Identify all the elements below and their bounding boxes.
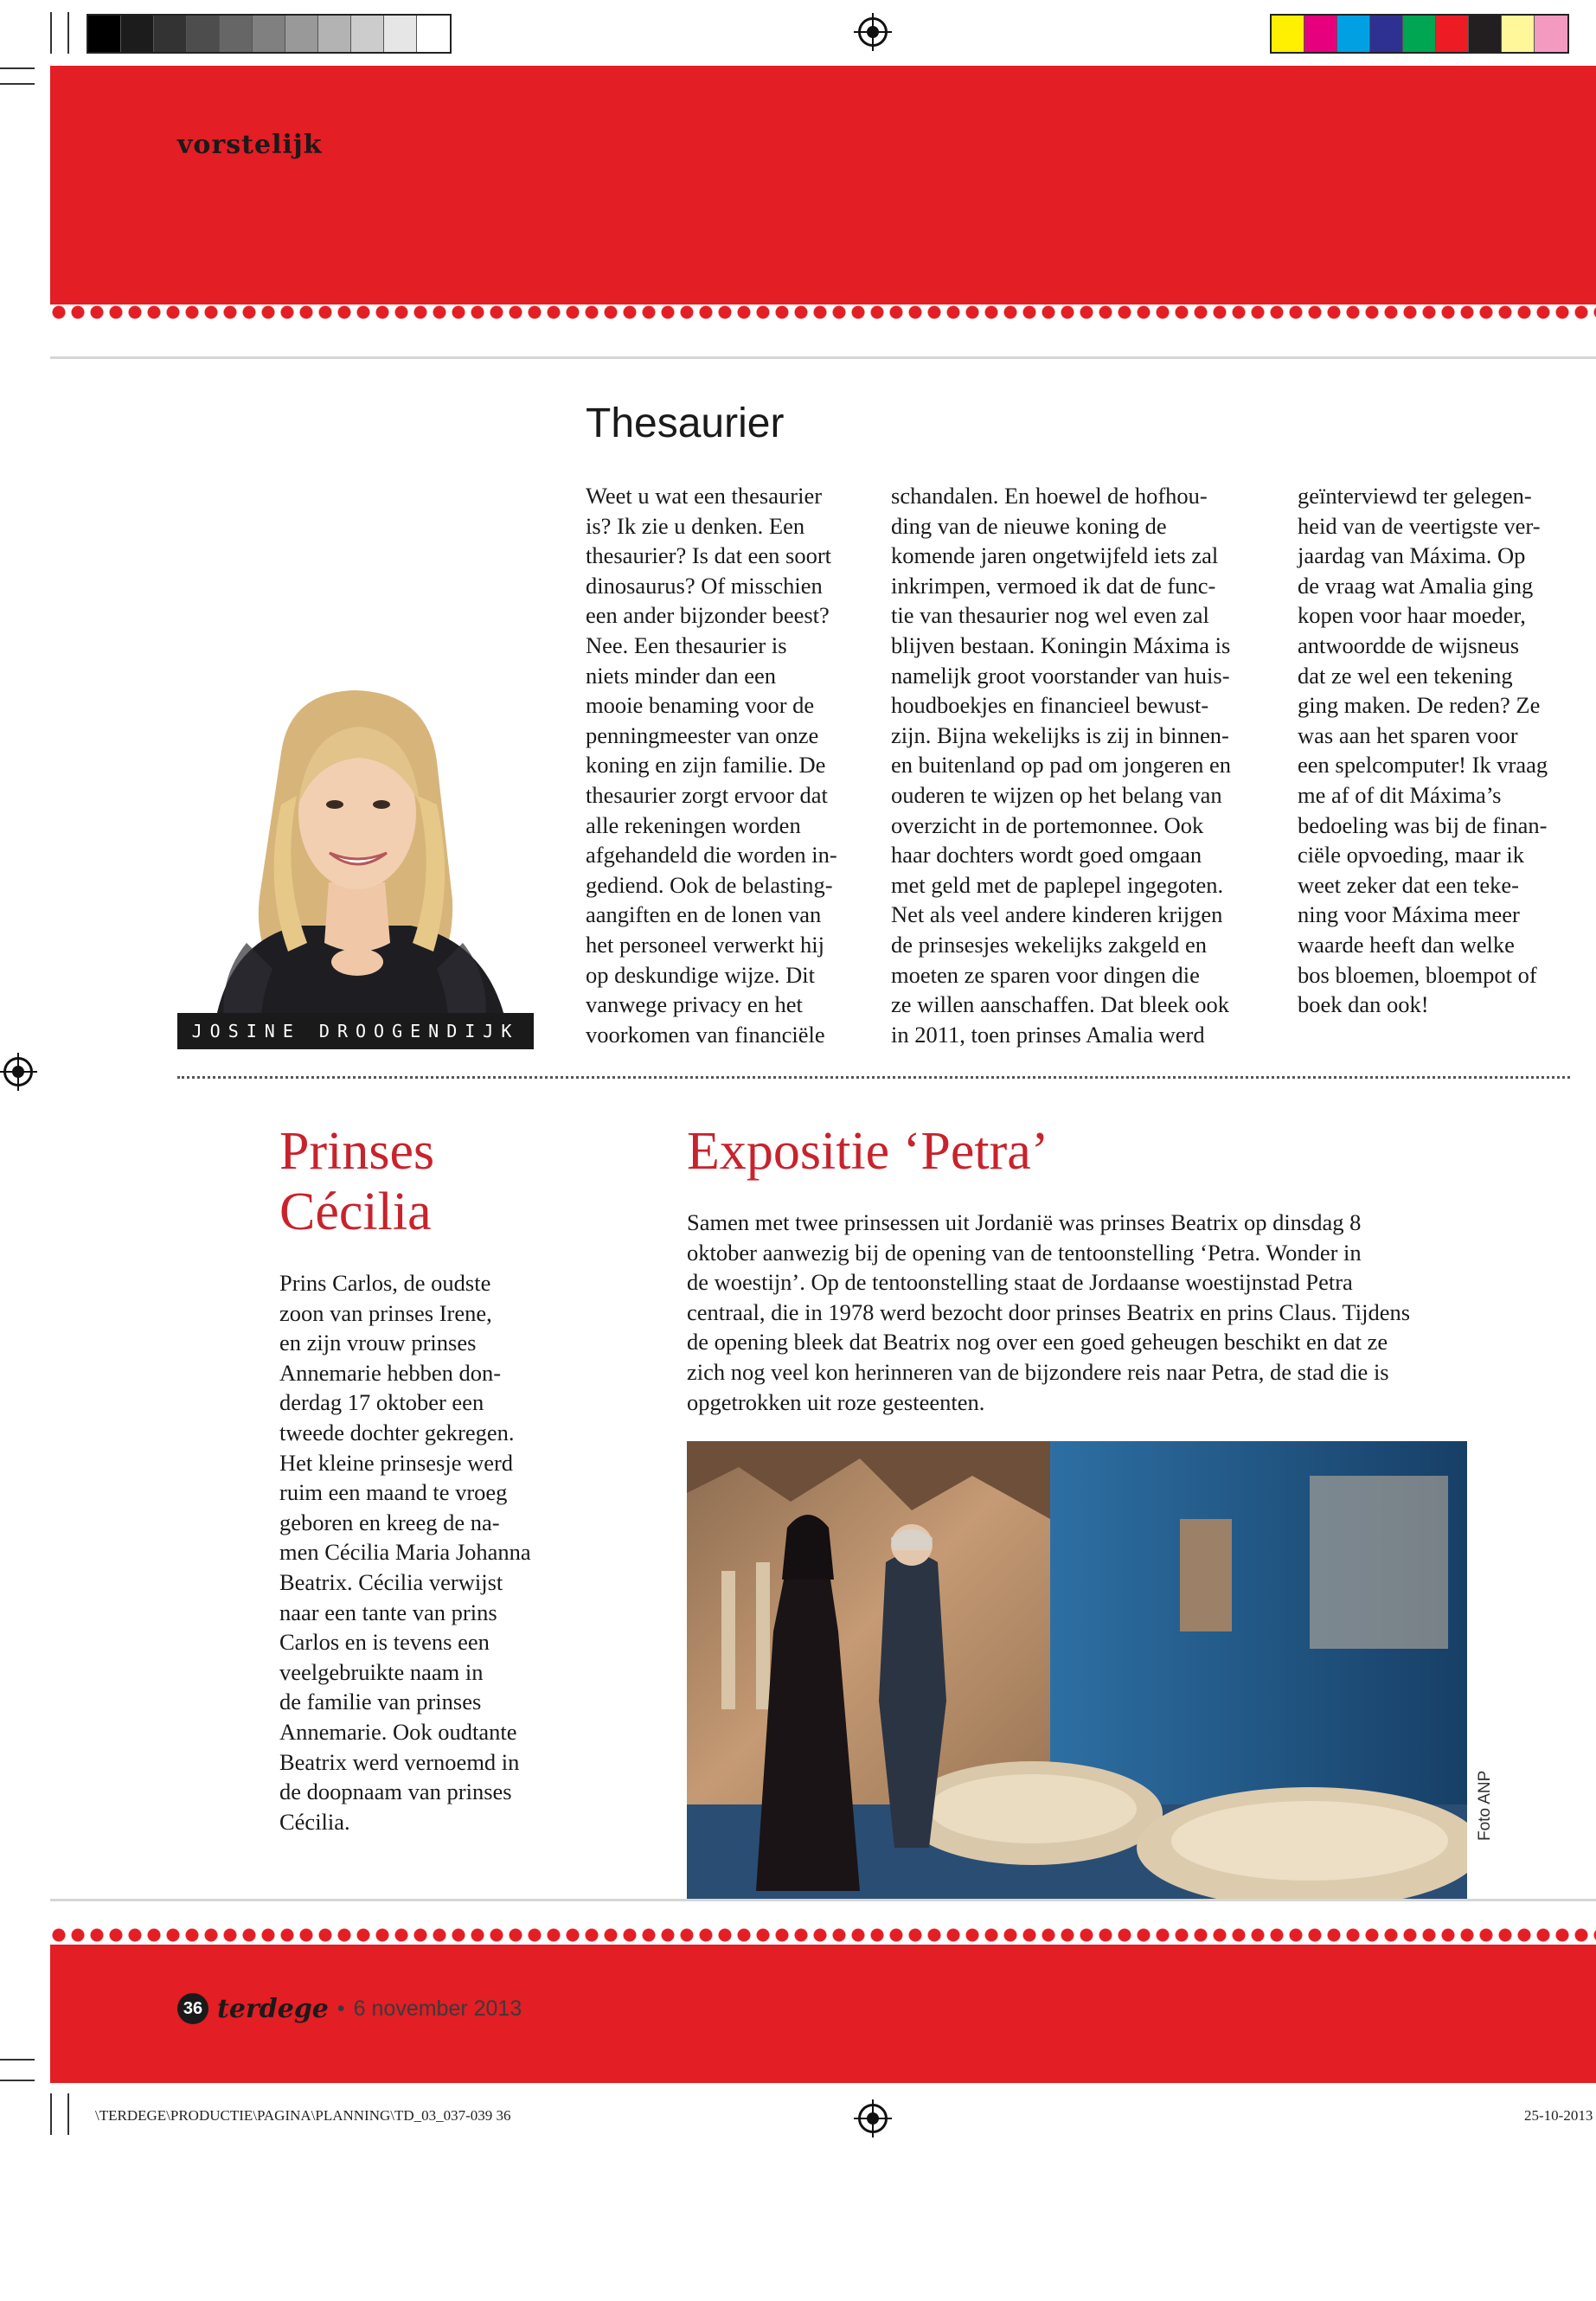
column-text-line: ning voor Máxima meer xyxy=(1298,901,1520,928)
column-text-line: tie van thesaurier nog wel even zal xyxy=(891,602,1209,629)
petra-text xyxy=(687,1208,1552,1417)
slug-date: 25-10-2013 xyxy=(1524,2107,1593,2124)
column-text-line: bos bloemen, bloempot of xyxy=(1298,961,1537,988)
color-swatch xyxy=(1304,16,1337,52)
crop-mark xyxy=(67,12,69,54)
petra-text-line: opgetrokken uit roze gesteenten. xyxy=(687,1388,985,1415)
cecilia-text-line: de familie van prinses xyxy=(279,1689,482,1715)
color-calibration-bar xyxy=(1270,14,1569,54)
column-text-line: de prinsesjes wekelijks zakgeld en xyxy=(891,931,1207,958)
column-col1 xyxy=(586,481,871,1049)
cecilia-text-line: de doopnaam van prinses xyxy=(279,1779,512,1805)
cecilia-text-line: veelgebruikte naam in xyxy=(279,1658,484,1685)
gray-swatch xyxy=(88,16,121,52)
gray-swatch xyxy=(187,16,220,52)
petra-text-line: oktober aanwezig bij de opening van de tentoonstelling ‘Petra. Wonder in xyxy=(687,1239,1362,1266)
column-text-line: de vraag wat Amalia ging xyxy=(1298,572,1534,599)
color-swatch xyxy=(1535,16,1567,52)
column-text-line: afgehandeld die worden in- xyxy=(586,842,837,868)
cecilia-text-line: en zijn vrouw prinses xyxy=(279,1330,477,1356)
column-text-line: was aan het sparen voor xyxy=(1298,721,1518,748)
column-text-line: haar dochters wordt goed omgaan xyxy=(891,842,1202,868)
column-text-line: heid van de veertigste ver- xyxy=(1298,512,1541,539)
page-number: 36 xyxy=(177,1993,208,2024)
column-text-line: Weet u wat een thesaurier xyxy=(586,483,823,509)
column-text-line: blijven bestaan. Koningin Máxima is xyxy=(891,631,1231,658)
column-title: Thesaurier xyxy=(586,401,785,446)
gray-swatch xyxy=(417,16,450,52)
column-text-line: boek dan ook! xyxy=(1298,991,1429,1018)
petra-text-line: Samen met twee prinsessen uit Jordanië was prinses Beatrix op dinsdag 8 xyxy=(687,1209,1362,1235)
column-text-line: thesaurier zorgt ervoor dat xyxy=(586,781,828,808)
color-swatch xyxy=(1436,16,1469,52)
crop-mark xyxy=(0,2059,35,2061)
cecilia-text-line: tweede dochter gekregen. xyxy=(279,1419,515,1445)
column-text-line: is? Ik zie u denken. Een xyxy=(586,512,805,539)
folio xyxy=(177,1993,522,2024)
issue-date: 6 november 2013 xyxy=(353,1996,522,2021)
cecilia-text-line: zoon van prinses Irene, xyxy=(279,1299,492,1326)
column-text-line: een ander bijzonder beest? xyxy=(586,602,830,629)
header-band xyxy=(50,66,1596,304)
column-text-line: een spelcomputer! Ik vraag xyxy=(1298,752,1548,779)
cecilia-text-line: naar een tante van prins xyxy=(279,1599,497,1625)
cecilia-title xyxy=(279,1121,434,1242)
brand-logo: terdege xyxy=(217,1993,329,2024)
author-portrait xyxy=(177,683,534,1047)
column-text-line: jaardag van Máxima. Op xyxy=(1298,542,1526,569)
column-text-line: schandalen. En hoewel de hofhou- xyxy=(891,483,1208,509)
gray-calibration-bar xyxy=(87,14,452,54)
color-swatch xyxy=(1469,16,1502,52)
crop-mark xyxy=(0,2080,35,2081)
column-text-line: vanwege privacy en het xyxy=(586,991,803,1018)
cecilia-title-line1: Prinses xyxy=(279,1122,435,1181)
section-label: vorstelijk xyxy=(177,130,323,160)
column-text-line: houdboekjes en financieel bewust- xyxy=(891,692,1209,719)
column-text-line: in 2011, toen prinses Amalia werd xyxy=(891,1021,1205,1048)
cecilia-text-line: Carlos en is tevens een xyxy=(279,1629,490,1656)
column-text-line: ouderen te wijzen op het belang van xyxy=(891,781,1222,808)
column-text-line: waarde heeft dan welke xyxy=(1298,931,1515,958)
registration-mark-icon xyxy=(858,17,888,47)
cecilia-title-line2: Cécilia xyxy=(279,1183,432,1241)
column-text-line: overzicht in de portemonnee. Ook xyxy=(891,811,1204,838)
column-text-line: ciële opvoeding, maar ik xyxy=(1298,842,1524,868)
column-text-line: penningmeester van onze xyxy=(586,721,819,748)
dotted-divider xyxy=(177,1076,1570,1079)
column-text-line: mooie benaming voor de xyxy=(586,692,815,719)
column-text-line: koning en zijn familie. De xyxy=(586,752,826,779)
cecilia-text-line: ruim een maand te vroeg xyxy=(279,1479,508,1506)
color-swatch xyxy=(1337,16,1370,52)
crop-mark xyxy=(50,12,52,54)
folio-separator: • xyxy=(337,1996,345,2021)
column-col2 xyxy=(891,481,1272,1049)
color-swatch xyxy=(1502,16,1535,52)
column-text-line: antwoordde de wijsneus xyxy=(1298,631,1520,658)
column-text-line: Nee. Een thesaurier is xyxy=(586,631,787,658)
column-text-line: bedoeling was bij de finan- xyxy=(1298,811,1548,838)
cecilia-text-line: Annemarie hebben don- xyxy=(279,1359,502,1386)
column-text-line: moeten ze sparen voor dingen die xyxy=(891,961,1200,988)
petra-text-line: zich nog veel kon herinneren van de bijzondere reis naar Petra, de stad die is xyxy=(687,1358,1389,1385)
exhibition-photo xyxy=(687,1441,1467,1901)
column-text-line: ze willen aanschaffen. Dat bleek ook xyxy=(891,991,1229,1018)
column-text-line: ding van de nieuwe koning de xyxy=(891,512,1167,539)
gray-swatch xyxy=(121,16,154,52)
column-text-line: gediend. Ook de belasting- xyxy=(586,871,833,898)
column-text-line: geïnterviewd ter gelegen- xyxy=(1298,483,1532,509)
gray-swatch xyxy=(253,16,285,52)
color-swatch xyxy=(1370,16,1403,52)
registration-mark-icon xyxy=(858,2104,888,2133)
column-text-line: voorkomen van financiële xyxy=(586,1021,825,1048)
column-col3 xyxy=(1298,481,1583,1020)
crop-mark xyxy=(67,2093,69,2135)
column-text-line: zijn. Bijna wekelijks is zij in binnen- xyxy=(891,721,1229,748)
cecilia-text-line: Het kleine prinsesje werd xyxy=(279,1449,514,1476)
cecilia-text-line: geboren en kreeg de na- xyxy=(279,1509,500,1535)
column-text-line: weet zeker dat een teke- xyxy=(1298,871,1519,898)
column-text-line: aangiften en de lonen van xyxy=(586,901,822,928)
color-swatch xyxy=(1403,16,1436,52)
petra-text-line: de woestijn’. Op de tentoonstelling staat de Jordaanse woestijnstad Petra xyxy=(687,1269,1353,1296)
column-text-line: op deskundige wijze. Dit xyxy=(586,961,815,988)
column-text-line: alle rekeningen worden xyxy=(586,811,801,838)
cecilia-text-line: Beatrix werd vernoemd in xyxy=(279,1748,520,1775)
gray-swatch xyxy=(384,16,417,52)
column-text-line: komende jaren ongetwijfeld iets zal xyxy=(891,542,1219,569)
cecilia-text xyxy=(279,1268,565,1836)
cecilia-text-line: Beatrix. Cécilia verwijst xyxy=(279,1568,503,1595)
column-text-line: ging maken. De reden? Ze xyxy=(1298,692,1541,719)
gray-swatch xyxy=(220,16,253,52)
gray-swatch xyxy=(351,16,384,52)
column-text-line: niets minder dan een xyxy=(586,662,777,689)
gray-swatch xyxy=(154,16,187,52)
color-swatch xyxy=(1272,16,1304,52)
petra-text-line: centraal, die in 1978 werd bezocht door prinses Beatrix en prins Claus. Tijdens xyxy=(687,1298,1411,1325)
gray-swatch xyxy=(285,16,318,52)
cecilia-text-line: Prins Carlos, de oudste xyxy=(279,1270,491,1296)
cecilia-text-line: men Cécilia Maria Johanna xyxy=(279,1539,531,1566)
column-text-line: Net als veel andere kinderen krijgen xyxy=(891,901,1223,928)
cecilia-text-line: Annemarie. Ook oudtante xyxy=(279,1718,517,1745)
petra-text-line: de opening bleek dat Beatrix nog over een goed geheugen beschikt en dat ze xyxy=(687,1329,1388,1356)
production-slug: \TERDEGE\PRODUCTIE\PAGINA\PLANNING\TD_03_037-039 36 xyxy=(95,2107,511,2124)
cecilia-text-line: derdag 17 oktober een xyxy=(279,1389,484,1416)
author-caption: JOSINE DROOGENDIJK xyxy=(177,1013,534,1049)
column-text-line: en buitenland op pad om jongeren en xyxy=(891,752,1231,779)
crop-mark xyxy=(0,83,35,85)
divider xyxy=(50,356,1596,359)
gray-swatch xyxy=(318,16,351,52)
photo-credit: Foto ANP xyxy=(1476,1770,1494,1841)
column-text-line: namelijk groot voorstander van huis- xyxy=(891,662,1230,689)
bead-border xyxy=(50,303,1596,322)
cecilia-text-line: Cécilia. xyxy=(279,1808,350,1835)
column-text-line: het personeel verwerkt hij xyxy=(586,931,824,958)
column-text-line: inkrimpen, vermoed ik dat de func- xyxy=(891,572,1216,599)
crop-mark xyxy=(50,2093,52,2135)
column-text-line: dat ze wel een tekening xyxy=(1298,662,1513,689)
divider xyxy=(50,1899,1596,1901)
column-text-line: thesaurier? Is dat een soort xyxy=(586,542,832,569)
registration-mark-icon xyxy=(3,1057,33,1086)
bead-border xyxy=(50,1926,1596,1945)
column-text-line: kopen voor haar moeder, xyxy=(1298,602,1526,629)
petra-title: Expositie ‘Petra’ xyxy=(687,1122,1049,1181)
crop-mark xyxy=(0,67,35,69)
column-text-line: dinosaurus? Of misschien xyxy=(586,572,823,599)
column-text-line: me af of dit Máxima’s xyxy=(1298,781,1502,808)
column-text-line: met geld met de paplepel ingegoten. xyxy=(891,871,1224,898)
